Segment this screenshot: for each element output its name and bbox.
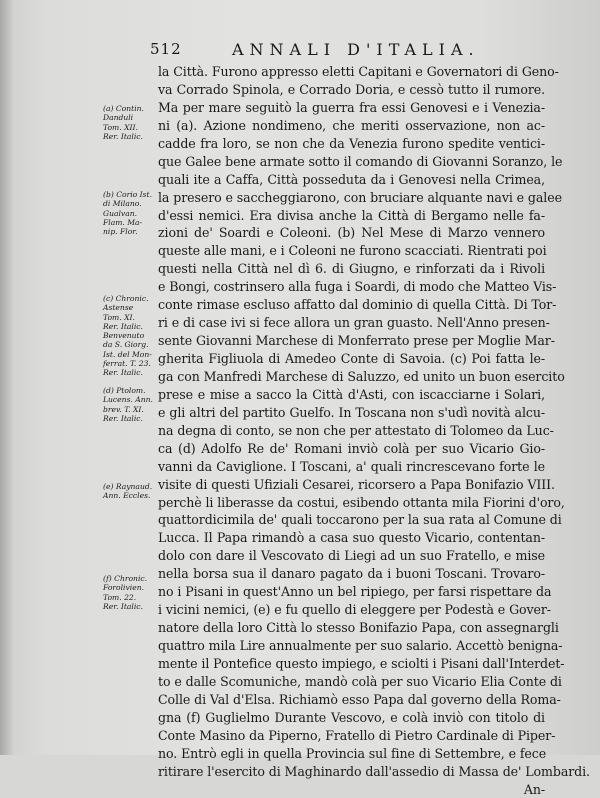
margin-note-line: (a) Contin. (103, 104, 159, 113)
text-line: d'essi nemici. Era divisa anche la Città di Bergamo nelle fa- (158, 207, 545, 225)
text-line: que Galee bene armate sotto il comando di Giovanni Soranzo, le (158, 153, 545, 171)
text-line: na degna di conto, se non che per attestato di Tolomeo da Luc- (158, 422, 545, 440)
text-line: no i Pisani in quest'Anno un bel ripiego, per farsi rispettare da (158, 583, 545, 601)
text-line: An- (158, 781, 545, 798)
margin-note-line: (f) Chronic. (103, 574, 159, 583)
text-line: perchè li liberasse da costui, esibendo ottanta mila Fiorini d'oro, (158, 494, 545, 512)
text-line: questi nella Città nel dì 6. di Giugno, e rinforzati da i Rivoli (158, 260, 545, 278)
text-line: vanni da Caviglione. I Toscani, a' quali rincrescevano forte le (158, 458, 545, 476)
margin-note-line: Tom. XII. (103, 123, 159, 132)
margin-note-e (103, 482, 159, 501)
margin-note-line: Flam. Ma- (103, 218, 159, 227)
text-line: visite di questi Ufiziali Cesarei, ricorsero a Papa Bonifazio VIII. (158, 476, 545, 494)
text-line: ca (d) Adolfo Re de' Romani inviò colà per suo Vicario Gio- (158, 440, 545, 458)
text-line: e gli altri del partito Guelfo. In Toscana non s'udì novità alcu- (158, 404, 545, 422)
margin-note-line: Astense (103, 303, 159, 312)
text-line: gna (f) Guglielmo Durante Vescovo, e colà inviò con titolo di (158, 709, 545, 727)
text-line: ni (a). Azione nondimeno, che meriti osservazione, non ac- (158, 117, 545, 135)
margin-note-line: Tom. 22. (103, 593, 159, 602)
margin-note-line: brev. T. XI. (103, 405, 159, 414)
text-line: e Bongi, costrinsero alla fuga i Soardi, di modo che Matteo Vis- (158, 278, 545, 296)
margin-note-line: Rer. Italic. (103, 414, 159, 423)
margin-note-line: da S. Giorg. (103, 340, 159, 349)
text-line: Conte Masino da Piperno, Fratello di Pietro Cardinale di Piper- (158, 727, 545, 745)
margin-note-line: Tom. XI. (103, 313, 159, 322)
text-line: ga con Manfredi Marchese di Saluzzo, ed unito un buon esercito (158, 368, 545, 386)
text-line: Ma per mare seguitò la guerra fra essi Genovesi e i Venezia- (158, 99, 545, 117)
text-line: no. Entrò egli in quella Provincia sul fine di Settembre, e fece (158, 745, 545, 763)
text-line: quattordicimila de' quali toccarono per la sua rata al Comune di (158, 511, 545, 529)
margin-note-b (103, 190, 159, 236)
margin-note-line: Ann. Eccles. (103, 491, 159, 500)
margin-note-line: nip. Flor. (103, 227, 159, 236)
margin-note-line: Ist. del Mon- (103, 350, 159, 359)
margin-note-line: Rer. Italic. (103, 368, 159, 377)
text-line: nella borsa sua il danaro pagato da i buoni Toscani. Trovaro- (158, 565, 545, 583)
margin-note-line: Danduli (103, 113, 159, 122)
margin-note-a (103, 104, 159, 141)
margin-note-line: di Milano. (103, 199, 159, 208)
body-text (158, 63, 545, 798)
margin-note-d (103, 386, 159, 423)
text-line: la presero e saccheggiarono, con bruciare alquante navi e galee (158, 189, 545, 207)
running-title: ANNALI D'ITALIA. (232, 40, 480, 59)
text-line: Colle di Val d'Elsa. Richiamò esso Papa dal governo della Roma- (158, 691, 545, 709)
margin-note-line: (b) Corio Ist. (103, 190, 159, 199)
text-line: natore della loro Città lo stesso Bonifazio Papa, con assegnargli (158, 619, 545, 637)
text-line: to e dalle Scomuniche, mandò colà per suo Vicario Elia Conte di (158, 673, 545, 691)
margin-note-f (103, 574, 159, 611)
text-line: ri e di case ivi si fece allora un gran guasto. Nell'Anno presen- (158, 314, 545, 332)
margin-note-line: (c) Chronic. (103, 294, 159, 303)
text-line: dolo con dare il Vescovato di Liegi ad un suo Fratello, e mise (158, 547, 545, 565)
margin-note-line: Rer. Italic. (103, 132, 159, 141)
text-line: zioni de' Soardi e Coleoni. (b) Nel Mese di Marzo vennero (158, 224, 545, 242)
text-line: ritirare l'esercito di Maghinardo dall'assedio di Massa de' Lombardi. (158, 763, 545, 781)
text-line: queste alle mani, e i Coleoni ne furono scacciati. Rientrati poi (158, 242, 545, 260)
page-gutter-shadow (0, 0, 14, 755)
margin-note-line: Lucens. Ann. (103, 395, 159, 404)
margin-note-line: Benvenuto (103, 331, 159, 340)
text-line: quattro mila Lire annualmente per suo salario. Accettò benigna- (158, 637, 545, 655)
page-number: 512 (150, 40, 182, 58)
text-line: la Città. Furono appresso eletti Capitani e Governatori di Geno- (158, 63, 545, 81)
text-line: sente Giovanni Marchese di Monferrato prese per Moglie Mar- (158, 332, 545, 350)
margin-note-line: (d) Ptolom. (103, 386, 159, 395)
text-line: Lucca. Il Papa rimandò a casa suo questo Vicario, contentan- (158, 529, 545, 547)
margin-note-line: Forolivien. (103, 583, 159, 592)
text-line: cadde fra loro, se non che da Venezia furono spedite ventici- (158, 135, 545, 153)
text-line: i vicini nemici, (e) e fu quello di eleggere per Podestà e Gover- (158, 601, 545, 619)
page-header (150, 40, 570, 62)
margin-note-line: (e) Raynaud. (103, 482, 159, 491)
margin-note-line: Rer. Italic. (103, 602, 159, 611)
text-line: va Corrado Spinola, e Corrado Doria, e cessò tutto il rumore. (158, 81, 545, 99)
margin-note-c (103, 294, 159, 378)
margin-note-line: Gualvan. (103, 209, 159, 218)
margin-note-line: Rer. Italic. (103, 322, 159, 331)
text-line: quali ite a Caffa, Città posseduta da i Genovesi nella Crimea, (158, 171, 545, 189)
margin-note-line: ferrat. T. 23. (103, 359, 159, 368)
text-line: mente il Pontefice questo impiego, e sciolti i Pisani dall'Interdet- (158, 655, 545, 673)
text-line: gherita Figliuola di Amedeo Conte di Savoia. (c) Poi fatta le- (158, 350, 545, 368)
text-line: prese e mise a sacco la Città d'Asti, con iscacciarne i Solari, (158, 386, 545, 404)
text-line: conte rimase escluso affatto dal dominio di quella Città. Di Tor- (158, 296, 545, 314)
